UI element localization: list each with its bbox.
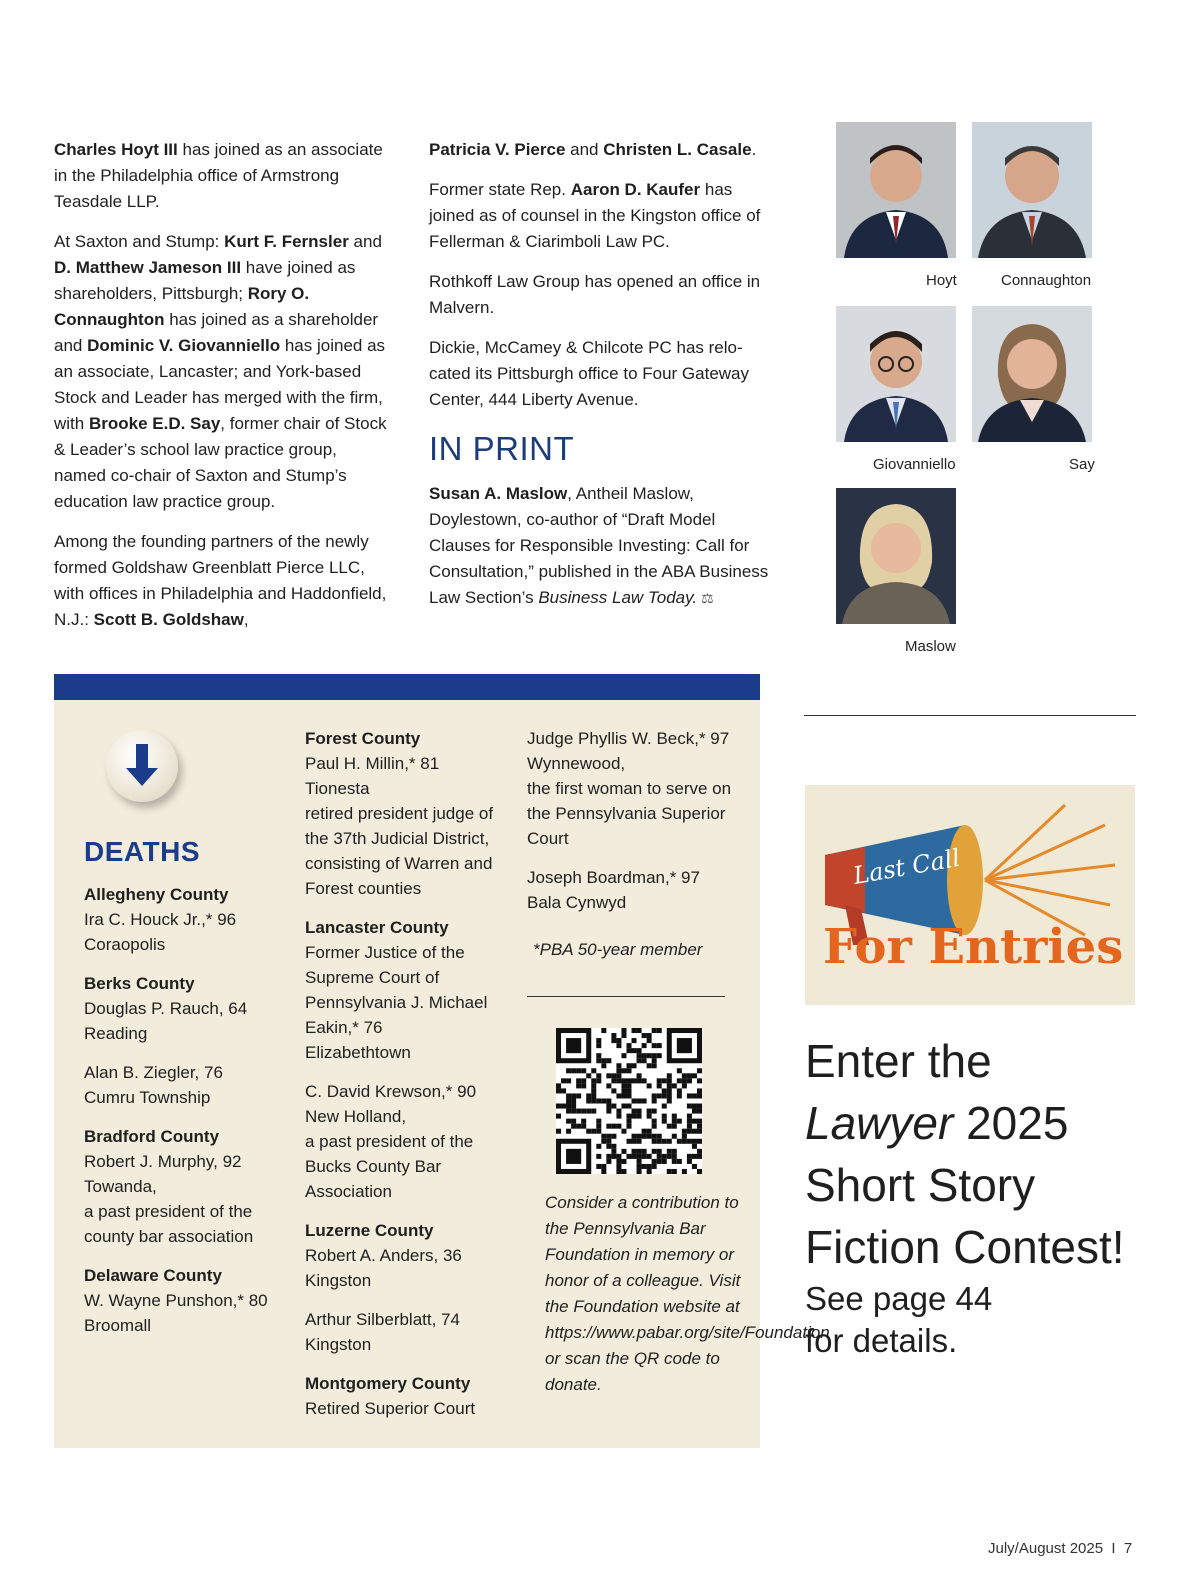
deaths-column-1 xyxy=(84,882,284,1352)
person-name: Rory O. Connaughton xyxy=(54,284,310,329)
death-entry xyxy=(84,1124,284,1249)
caption-connaughton: Connaughton xyxy=(1001,272,1092,289)
death-entry-line: retired president judge of the 37th Judicial District, consisting of Warren and Forest counties xyxy=(305,804,494,898)
death-entry xyxy=(84,971,284,1046)
photo-say xyxy=(972,306,1092,442)
death-entry-line: a past president of the Bucks County Bar Association xyxy=(305,1132,474,1201)
news-text: , Antheil Maslow, Doylestown, co-author of “Draft Model Clauses for Responsible Investing: Call for Consultation,” published in the ABA Business Law Section’s xyxy=(429,484,769,607)
caption-hoyt: Hoyt xyxy=(926,272,957,289)
death-entry-line: Coraopolis xyxy=(84,935,166,954)
promo-line-2 xyxy=(805,1092,1165,1154)
photo-connaughton xyxy=(972,122,1092,258)
death-entry xyxy=(305,1218,510,1293)
news-text: has joined as a shareholder and xyxy=(54,310,379,355)
caption-maslow: Maslow xyxy=(905,638,956,655)
death-entry-line: Retired Superior Court xyxy=(305,1399,476,1418)
promo-line-5: See page 44 xyxy=(805,1280,993,1317)
divider xyxy=(804,715,1136,716)
deaths-top-bar xyxy=(54,674,760,700)
death-entry-line: Bala Cynwyd xyxy=(527,893,627,912)
in-print-heading: IN PRINT xyxy=(429,430,575,467)
death-entry-line: Arthur Silberblatt, 74 xyxy=(305,1310,460,1329)
contest-promo xyxy=(805,1030,1165,1362)
news-item-hoyt xyxy=(54,137,389,215)
death-entry-line: Tionesta xyxy=(305,779,370,798)
qr-code-icon[interactable] xyxy=(556,1028,702,1174)
magazine-title: Lawyer xyxy=(805,1097,954,1149)
death-entry-line: Cumru Township xyxy=(84,1088,211,1107)
caption-say: Say xyxy=(1069,456,1095,473)
death-entry xyxy=(527,726,742,851)
news-item-rothkoff: Rothkoff Law Group has opened an office in Malvern. xyxy=(429,272,761,317)
death-entry-line: Reading xyxy=(84,1024,148,1043)
last-call-for-entries-image xyxy=(805,785,1135,1005)
promo-year: 2025 xyxy=(953,1097,1069,1149)
death-entry xyxy=(305,915,510,1065)
death-entry-line: New Holland, xyxy=(305,1107,407,1126)
death-entry-line: C. David Krewson,* 90 xyxy=(305,1082,477,1101)
county-name: Forest County xyxy=(305,729,421,748)
page-footer: July/August 2025 I 7 xyxy=(988,1540,1133,1557)
promo-line-3: Short Story xyxy=(805,1159,1036,1211)
promo-line-1: Enter the xyxy=(805,1035,992,1087)
death-entry-line: Kingston xyxy=(305,1335,372,1354)
news-text: and xyxy=(348,232,382,251)
county-name: Bradford County xyxy=(84,1127,220,1146)
death-entry-line: Towanda, xyxy=(84,1177,157,1196)
death-entry-line: Kingston xyxy=(305,1271,372,1290)
caption-giovanniello: Giovanniello xyxy=(873,456,956,473)
death-entry-line: Wynnewood, xyxy=(527,754,626,773)
person-name: Aaron D. Kaufer xyxy=(570,180,701,199)
news-text: has joined as of counsel in the Kingston office of Fellerman & Ciarimboli Law PC. xyxy=(429,180,761,251)
news-text: . xyxy=(751,140,757,159)
scales-icon: ⚖ xyxy=(697,590,714,606)
death-entry xyxy=(84,1060,284,1110)
down-arrow-icon xyxy=(106,730,178,802)
county-name: Montgomery County xyxy=(305,1374,471,1393)
news-text: and xyxy=(565,140,604,159)
promo-line-6: for details. xyxy=(805,1322,958,1359)
death-entry xyxy=(84,882,284,957)
county-name: Allegheny County xyxy=(84,885,229,904)
person-name: Christen L. Casale xyxy=(603,140,752,159)
pba-member-note: *PBA 50-year member xyxy=(533,940,703,959)
news-item-dickie: Dickie, McCamey & Chilcote PC has relo-cated its Pittsburgh office to Four Gateway Center, 444 Liberty Avenue. xyxy=(429,338,750,409)
county-name: Delaware County xyxy=(84,1266,222,1285)
death-entry-line: Douglas P. Rauch, 64 xyxy=(84,999,248,1018)
death-entry-line: Alan B. Ziegler, 76 xyxy=(84,1063,223,1082)
death-entry-line: the first woman to serve on the Pennsylvania Superior Court xyxy=(527,779,732,848)
death-entry-line: W. Wayne Punshon,* 80 xyxy=(84,1291,268,1310)
death-entry-line: a past president of the county bar association xyxy=(84,1202,254,1246)
news-item-goldshaw xyxy=(54,529,389,633)
foundation-note: Consider a contribution to the Pennsylvania Bar Foundation in memory or honor of a colleague. Visit the Foundation website at https://www.pabar.org/site/Foundation or scan the QR code to donate. xyxy=(545,1193,830,1394)
news-text: Among the founding partners of the newly formed Goldshaw Greenblatt Pierce LLC, with offices in Philadelphia and Haddonfield, N.J.: xyxy=(54,532,387,629)
death-entry-line: Broomall xyxy=(84,1316,152,1335)
photo-giovanniello xyxy=(836,306,956,442)
person-name: Patricia V. Pierce xyxy=(429,140,566,159)
divider xyxy=(527,996,725,997)
news-item-saxton-stump xyxy=(54,229,389,515)
photo-hoyt xyxy=(836,122,956,258)
deaths-column-3 xyxy=(527,726,742,929)
publication-title: Business Law Today. xyxy=(538,588,698,607)
death-entry-line: Ira C. Houck Jr.,* 96 xyxy=(84,910,237,929)
news-item-kaufer xyxy=(429,177,769,255)
deaths-heading: DEATHS xyxy=(84,836,201,867)
death-entry-line: Paul H. Millin,* 81 xyxy=(305,754,440,773)
person-name: Charles Hoyt III xyxy=(54,140,178,159)
death-entry-line: Judge Phyllis W. Beck,* 97 xyxy=(527,729,730,748)
news-text: At Saxton and Stump: xyxy=(54,232,225,251)
death-entry xyxy=(305,1307,510,1357)
photo-maslow xyxy=(836,488,956,624)
person-name: D. Matthew Jameson III xyxy=(54,258,242,277)
news-item-pierce-casale xyxy=(429,137,769,163)
death-entry xyxy=(305,1079,510,1204)
death-entry xyxy=(84,1263,284,1338)
news-text: , former chair of Stock & Leader’s school law practice group, named co-chair of Saxton and Stump’s education law practice group. xyxy=(54,414,387,511)
death-entry-line: Robert J. Murphy, 92 xyxy=(84,1152,242,1171)
person-name: Brooke E.D. Say xyxy=(88,414,221,433)
news-column-1 xyxy=(54,137,389,647)
person-name: Scott B. Goldshaw xyxy=(93,610,244,629)
promo-image-text-bottom: For Entries xyxy=(823,919,1124,975)
news-column-2 xyxy=(429,137,769,625)
news-text: has joined as an associate in the Philadelphia office of Armstrong Teasdale LLP. xyxy=(54,140,383,211)
death-entry xyxy=(305,1371,510,1421)
person-name: Susan A. Maslow xyxy=(429,484,568,503)
death-entry-line: Elizabethtown xyxy=(305,1043,411,1062)
news-text: , xyxy=(243,610,249,629)
death-entry-line: Former Justice of the Supreme Court of Pennsylvania J. Michael Eakin,* 76 xyxy=(305,943,488,1037)
death-entry xyxy=(527,865,742,915)
person-name: Dominic V. Giovanniello xyxy=(87,336,281,355)
county-name: Luzerne County xyxy=(305,1221,434,1240)
death-entry-line: Joseph Boardman,* 97 xyxy=(527,868,700,887)
deaths-column-2 xyxy=(305,726,510,1435)
county-name: Lancaster County xyxy=(305,918,449,937)
person-name: Kurt F. Fernsler xyxy=(224,232,349,251)
death-entry xyxy=(305,726,510,901)
news-item-maslow xyxy=(429,481,769,611)
death-entry-line: Robert A. Anders, 36 xyxy=(305,1246,462,1265)
news-text: have joined as shareholders, Pittsburgh; xyxy=(54,258,356,303)
news-text: has joined as an associate, Lancaster; and York-based Stock and Leader has merged with the firm, with xyxy=(54,336,386,433)
promo-image-text-top: Last Call xyxy=(851,843,963,891)
promo-line-4: Fiction Contest! xyxy=(805,1221,1125,1273)
county-name: Berks County xyxy=(84,974,195,993)
news-text: Former state Rep. xyxy=(429,180,571,199)
